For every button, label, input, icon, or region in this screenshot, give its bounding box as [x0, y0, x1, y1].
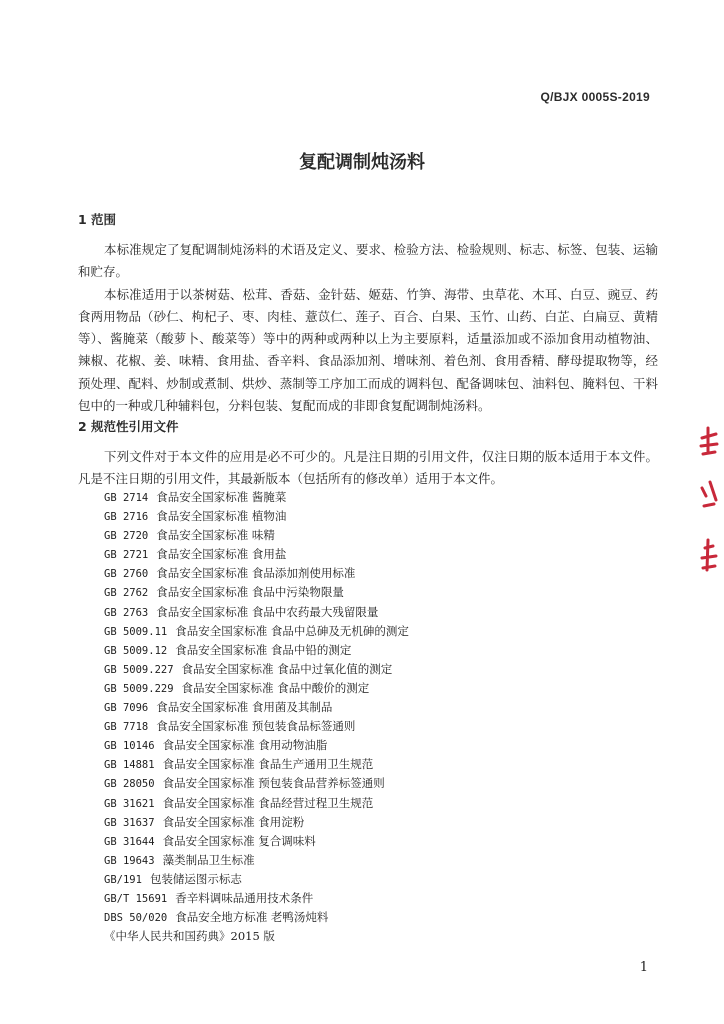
paragraph: 本标准规定了复配调制炖汤料的术语及定义、要求、检验方法、检验规则、标志、标签、包装、运输和贮存。: [78, 242, 658, 280]
reference-title: 食品安全国家标准 预包装食品营养标签通则: [162, 776, 385, 791]
reference-code: GB 2714: [104, 492, 149, 504]
section-body-scope: [78, 239, 658, 417]
reference-title: 食品安全国家标准 食品中农药最大残留限量: [156, 604, 379, 619]
reference-title: 食品安全国家标准 食品中总砷及无机砷的测定: [175, 623, 409, 638]
reference-item: [104, 488, 624, 507]
page-number: 1: [639, 960, 648, 975]
reference-title: 食品安全国家标准 食品生产通用卫生规范: [162, 757, 374, 772]
reference-item: [104, 603, 624, 622]
reference-item: [104, 889, 624, 908]
reference-item: [104, 583, 624, 602]
reference-code: GB 5009.227: [104, 663, 174, 676]
reference-title: 包装储运图示标志: [149, 871, 242, 886]
reference-code: GB 5009.229: [104, 682, 174, 695]
reference-title: 食品安全国家标准 食用菌及其制品: [156, 700, 333, 715]
section-heading-normative-references: 2 规范性引用文件: [78, 419, 179, 434]
reference-item: [104, 927, 624, 946]
reference-item: [104, 641, 624, 660]
reference-title: 食品安全国家标准 食用动物油脂: [162, 738, 328, 753]
reference-title: 食品安全国家标准 味精: [156, 528, 275, 543]
reference-code: GB 2763: [104, 606, 149, 619]
reference-title: 藻类制品卫生标准: [162, 852, 255, 867]
reference-code: GB 10146: [104, 740, 155, 753]
reference-title: 食品安全国家标准 食品中污染物限量: [156, 585, 344, 600]
reference-item: [104, 545, 624, 564]
document-title: 复配调制炖汤料: [299, 152, 425, 173]
reference-code: GB 19643: [104, 854, 155, 867]
reference-title: 食品安全国家标准 食品中过氧化值的测定: [181, 661, 393, 676]
reference-item: [104, 526, 624, 545]
reference-code: GB/T 15691: [104, 892, 168, 905]
section-body-references: [78, 446, 658, 491]
reference-code: GB 31644: [104, 835, 155, 848]
reference-item: [104, 851, 624, 870]
reference-title: 食品安全国家标准 食用淀粉: [162, 814, 305, 829]
reference-title: 食品安全国家标准 植物油: [156, 509, 287, 524]
reference-code: GB 2762: [104, 587, 149, 600]
reference-code: GB 28050: [104, 778, 155, 791]
reference-title: 食品安全地方标准 老鸭汤炖料: [175, 910, 329, 925]
reference-title: 食品安全国家标准 食品中铅的测定: [175, 642, 352, 657]
reference-code: DBS 50/020: [104, 912, 168, 925]
reference-code: GB/191: [104, 873, 142, 886]
reference-code: GB 14881: [104, 759, 155, 772]
reference-item: [104, 794, 624, 813]
reference-item: [104, 622, 624, 641]
reference-title: 食品安全国家标准 食品经营过程卫生规范: [162, 795, 374, 810]
reference-title: 食品安全国家标准 食用盐: [156, 547, 287, 562]
red-seal-stamp-fragment: [696, 418, 720, 588]
reference-item: [104, 736, 624, 755]
reference-item: [104, 813, 624, 832]
reference-item: [104, 908, 624, 927]
section-heading-scope: 1 范围: [78, 212, 117, 227]
paragraph: 下列文件对于本文件的应用是必不可少的。凡是注日期的引用文件，仅注日期的版本适用于本文件。凡是不注日期的引用文件，其最新版本（包括所有的修改单）适用于本文件。: [78, 449, 658, 487]
reference-title: 食品安全国家标准 预包装食品标签通则: [156, 719, 356, 734]
reference-code: GB 5009.11: [104, 625, 168, 638]
reference-item: [104, 564, 624, 583]
reference-code: GB 2716: [104, 511, 149, 524]
reference-title: 《中华人民共和国药典》2015 版: [104, 929, 275, 944]
reference-item: [104, 698, 624, 717]
reference-code: GB 2720: [104, 530, 149, 543]
reference-code: GB 2760: [104, 568, 149, 581]
reference-title: 食品安全国家标准 酱腌菜: [156, 490, 287, 504]
reference-title: 食品安全国家标准 食品中酸价的测定: [181, 680, 370, 695]
reference-list: [104, 488, 624, 946]
standard-code: Q/BJX 0005S-2019: [540, 90, 650, 104]
reference-title: 食品安全国家标准 食品添加剂使用标准: [156, 566, 356, 581]
reference-title: 香辛料调味品通用技术条件: [175, 890, 314, 905]
reference-item: [104, 870, 624, 889]
reference-item: [104, 774, 624, 793]
reference-code: GB 31637: [104, 816, 155, 829]
reference-title: 食品安全国家标准 复合调味料: [162, 833, 316, 848]
reference-code: GB 7096: [104, 702, 149, 715]
reference-item: [104, 717, 624, 736]
reference-code: GB 31621: [104, 797, 155, 810]
reference-item: [104, 679, 624, 698]
reference-code: GB 2721: [104, 549, 149, 562]
reference-item: [104, 755, 624, 774]
reference-code: GB 5009.12: [104, 644, 168, 657]
reference-item: [104, 507, 624, 526]
paragraph: 本标准适用于以茶树菇、松茸、香菇、金针菇、姬菇、竹笋、海带、虫草花、木耳、白豆、豌豆、药食两用物品（砂仁、枸杞子、枣、肉桂、薏苡仁、莲子、百合、白果、玉竹、山药、白芷、白扁豆、黄精等）、酱腌菜（酸萝卜、酸菜等）等中的两种或两种以上为主要原料，适量添加或不添加食用动植物油、辣椒、花椒、姜、味精、食用盐、香辛料、食品添加剂、增味剂、着色剂、食用香精、酵母提取物等，经预处理、配料、炒制或煮制、烘炒、蒸制等工序加工而成的调料包、配备调味包、油料包、腌料包、干料包中的一种或几种辅料包，分料包装、复配而成的非即食复配调制炖汤料。: [78, 286, 658, 414]
reference-code: GB 7718: [104, 721, 149, 734]
reference-item: [104, 832, 624, 851]
reference-item: [104, 660, 624, 679]
